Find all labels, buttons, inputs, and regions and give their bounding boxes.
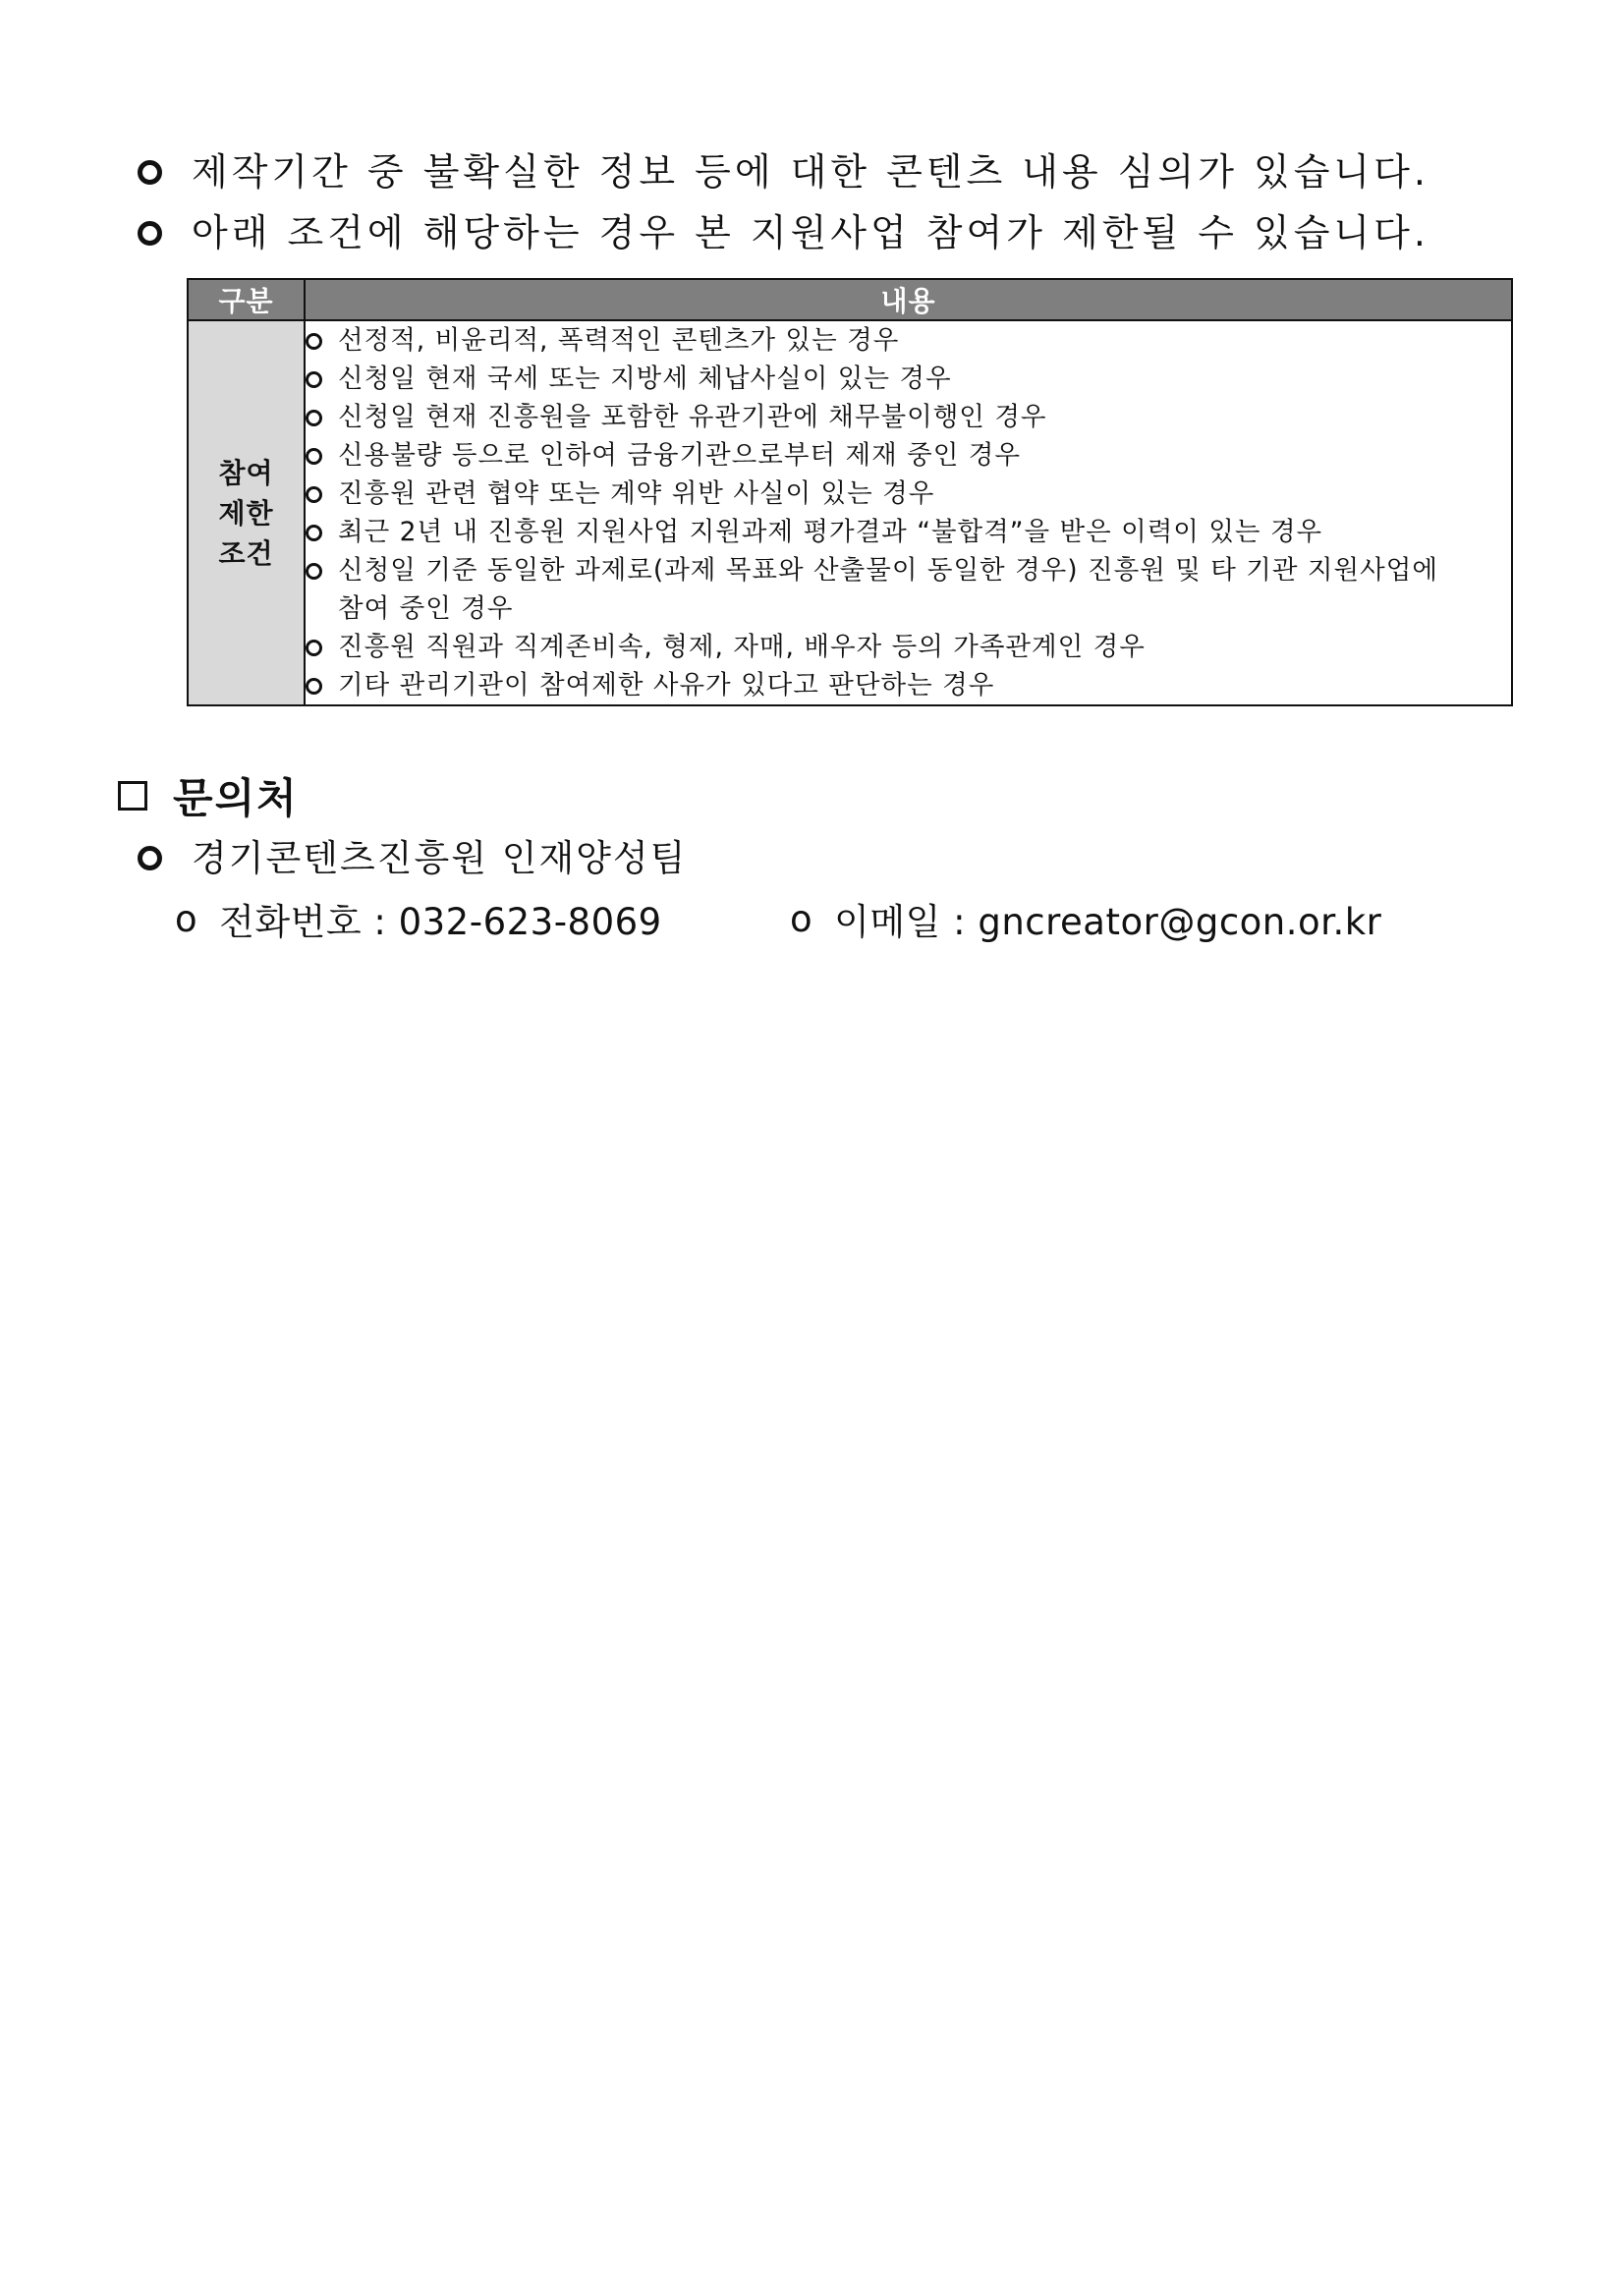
items-cell bbox=[305, 320, 1512, 705]
circle-bullet-icon bbox=[306, 448, 322, 465]
circle-bullet-icon bbox=[138, 846, 162, 870]
category-label: 조건 bbox=[218, 536, 274, 570]
list-item-text: 신청일 현재 국세 또는 지방세 체납사실이 있는 경우 bbox=[338, 364, 952, 394]
circle-bullet-icon bbox=[306, 640, 322, 656]
email-text: 이메일 : gncreator@gcon.or.kr bbox=[834, 901, 1382, 943]
header-content: 내용 bbox=[305, 279, 1512, 320]
list-item bbox=[306, 666, 1511, 704]
circle-bullet-icon bbox=[306, 410, 322, 426]
circle-bullet-icon bbox=[138, 160, 162, 185]
circle-bullet-icon bbox=[306, 563, 322, 580]
list-item bbox=[306, 360, 1511, 398]
circle-bullet-icon bbox=[306, 486, 322, 503]
notice-line-restriction bbox=[138, 211, 1429, 254]
list-item-text: 진흥원 직원과 직계존비속, 형제, 자매, 배우자 등의 가족관계인 경우 bbox=[338, 632, 1146, 662]
restriction-table bbox=[187, 278, 1513, 706]
circle-bullet-icon bbox=[138, 221, 162, 246]
list-item-text: 진흥원 관련 협약 또는 계약 위반 사실이 있는 경우 bbox=[338, 478, 935, 509]
notice-text: 제작기간 중 불확실한 정보 등에 대한 콘텐츠 내용 심의가 있습니다. bbox=[192, 150, 1429, 194]
list-item bbox=[306, 398, 1511, 436]
list-item-text: 선정적, 비윤리적, 폭력적인 콘텐츠가 있는 경우 bbox=[338, 325, 900, 356]
list-item bbox=[306, 436, 1511, 475]
list-item-text: 신용불량 등으로 인하여 금융기관으로부터 제재 중인 경우 bbox=[338, 440, 1021, 471]
circle-bullet-icon bbox=[306, 333, 322, 350]
category-label: 참여 bbox=[218, 456, 274, 489]
section-title: 문의처 bbox=[173, 774, 299, 822]
circle-bullet-icon bbox=[306, 525, 322, 541]
notice-text: 아래 조건에 해당하는 경우 본 지원사업 참여가 제한될 수 있습니다. bbox=[192, 211, 1429, 254]
organization-line bbox=[138, 837, 688, 879]
list-item bbox=[306, 551, 1511, 628]
list-item-text: 최근 2년 내 진흥원 지원사업 지원과제 평가결과 “불합격”을 받은 이력이 있는 경우 bbox=[338, 517, 1323, 547]
notice-line-content-review bbox=[138, 150, 1429, 194]
category-cell bbox=[188, 320, 305, 705]
contact-section-heading bbox=[118, 766, 299, 825]
list-item bbox=[306, 513, 1511, 551]
list-item bbox=[306, 475, 1511, 513]
phone-text: 전화번호 : 032-623-8069 bbox=[219, 901, 662, 943]
list-item-text: 신청일 기준 동일한 과제로(과제 목표와 산출물이 동일한 경우) 진흥원 및 타 기관 지원사업에 참여 중인 경우 bbox=[338, 555, 1438, 624]
list-item-text: 신청일 현재 진흥원을 포함한 유관기관에 채무불이행인 경우 bbox=[338, 402, 1047, 432]
list-item-text: 기타 관리기관이 참여제한 사유가 있다고 판단하는 경우 bbox=[338, 670, 995, 700]
organization-name: 경기콘텐츠진흥원 인재양성팀 bbox=[192, 837, 688, 879]
o-marker: o bbox=[175, 897, 198, 940]
header-category: 구분 bbox=[188, 279, 305, 320]
list-item bbox=[306, 628, 1511, 666]
o-marker: o bbox=[790, 897, 813, 940]
list-item bbox=[306, 321, 1511, 360]
table-header-row bbox=[188, 279, 1512, 320]
category-label: 제한 bbox=[218, 496, 274, 530]
phone-contact bbox=[175, 892, 662, 945]
square-bullet-icon bbox=[118, 781, 147, 811]
circle-bullet-icon bbox=[306, 371, 322, 388]
table-row bbox=[188, 320, 1512, 705]
email-contact bbox=[790, 892, 1381, 945]
circle-bullet-icon bbox=[306, 678, 322, 695]
